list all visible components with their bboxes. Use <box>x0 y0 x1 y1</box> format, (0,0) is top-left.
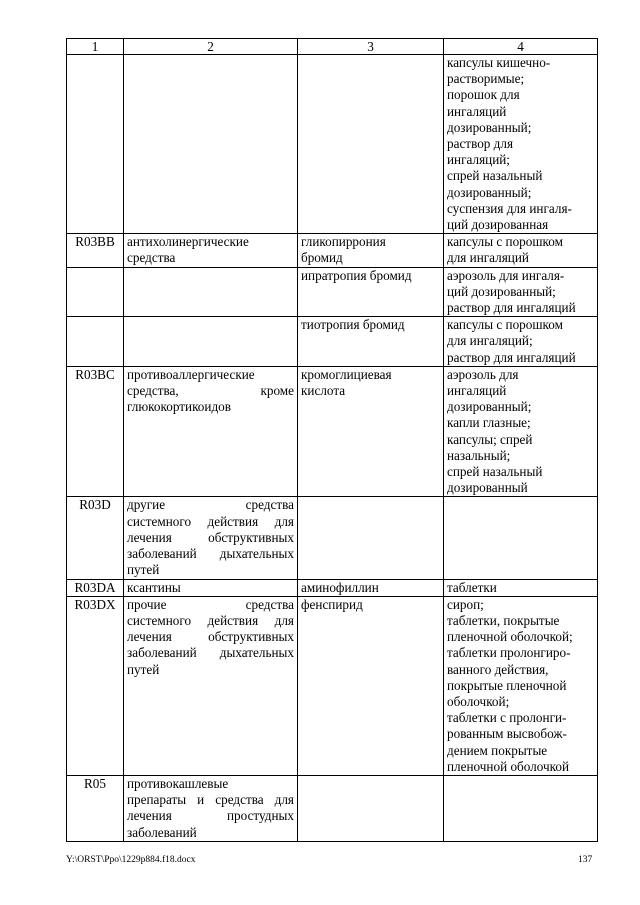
group-cell <box>124 317 298 367</box>
cell-text-line: дозированный; <box>447 399 532 415</box>
cell-text-line: капсулы с порошком <box>447 234 563 250</box>
table-row <box>67 55 598 234</box>
cell-text-line: лечения обструктивных <box>127 629 294 645</box>
code-cell <box>67 579 124 596</box>
substance-cell <box>298 497 444 579</box>
cell-text-line: спрей назальный <box>447 168 543 184</box>
cell-text-line: заболеваний <box>127 824 197 840</box>
cell-text-line: суспензия для ингаля- <box>447 200 572 216</box>
cell-text-line: лечения обструктивных <box>127 529 294 545</box>
group-cell <box>124 234 298 267</box>
dosage-forms-cell <box>444 497 598 579</box>
cell-text-line: раствор для ингаляций <box>447 300 576 316</box>
code-cell <box>67 317 124 367</box>
table-row <box>67 775 598 841</box>
table-row <box>67 596 598 775</box>
cell-text-line: прочие средства <box>127 596 294 612</box>
cell-text-line: R05 <box>84 775 106 791</box>
table-row <box>67 317 598 367</box>
cell-text-line: аэрозоль для ингаля- <box>447 267 565 283</box>
cell-text-line: раствор для <box>447 136 514 152</box>
dosage-forms-cell <box>444 775 598 841</box>
cell-text-line: R03D <box>79 497 111 513</box>
cell-text-line: противоаллергические <box>127 366 255 382</box>
cell-text-line: R03DA <box>74 579 116 595</box>
cell-text-line: аминофиллин <box>301 579 379 595</box>
group-cell <box>124 366 298 497</box>
column-header: 3 <box>298 39 444 55</box>
cell-text-line: кромоглициевая <box>301 366 392 382</box>
cell-text-line: назальный; <box>447 447 511 463</box>
group-cell <box>124 579 298 596</box>
code-cell <box>67 55 124 234</box>
cell-text-line: капсулы; спрей <box>447 431 533 447</box>
cell-text-line: ингаляций <box>447 383 507 399</box>
cell-text-line: заболеваний дыхательных <box>127 645 294 661</box>
cell-text-line: дозированный <box>447 480 528 496</box>
cell-text-line: таблетки пролонгиро- <box>447 645 571 661</box>
cell-text-line: для ингаляций <box>447 250 529 266</box>
group-cell <box>124 267 298 317</box>
cell-text-line: дозированный; <box>447 119 532 135</box>
group-cell <box>124 775 298 841</box>
cell-text-line: R03DX <box>74 596 116 612</box>
cell-text-line: ксантины <box>127 579 181 595</box>
cell-text-line: путей <box>127 661 160 677</box>
cell-text-line: дением покрытые <box>447 742 548 758</box>
substance-cell <box>298 579 444 596</box>
cell-text-line: ванного действия, <box>447 661 549 677</box>
cell-text-line: аэрозоль для <box>447 366 519 382</box>
cell-text-line: капсулы кишечно- <box>447 55 551 70</box>
cell-text-line: R03BC <box>75 366 115 382</box>
dosage-forms-cell <box>444 579 598 596</box>
dosage-forms-cell <box>444 267 598 317</box>
table-row <box>67 497 598 579</box>
table-row <box>67 267 598 317</box>
substance-cell <box>298 55 444 234</box>
cell-text-line: ций дозированная <box>447 217 549 233</box>
code-cell <box>67 267 124 317</box>
cell-text-line: другие средства <box>127 497 294 513</box>
cell-text-line: капли глазные; <box>447 415 531 431</box>
code-cell <box>67 366 124 497</box>
cell-text-line: лечения простудных <box>127 808 294 824</box>
column-header: 2 <box>124 39 298 55</box>
cell-text-line: бромид <box>301 250 343 266</box>
footer-file-path: Y:\ORST\Ppo\1229p884.f18.docx <box>66 855 196 865</box>
table-row <box>67 234 598 267</box>
substance-cell <box>298 596 444 775</box>
cell-text-line: рованным высвобож- <box>447 726 567 742</box>
substance-cell <box>298 234 444 267</box>
cell-text-line: растворимые; <box>447 71 525 87</box>
group-cell <box>124 596 298 775</box>
substance-cell <box>298 317 444 367</box>
cell-text-line: тиотропия бромид <box>301 317 405 333</box>
cell-text-line: антихолинергические <box>127 234 249 250</box>
cell-text-line: оболочкой; <box>447 693 510 709</box>
code-cell <box>67 596 124 775</box>
cell-text-line: гликопиррония <box>301 234 386 250</box>
cell-text-line: ингаляций; <box>447 152 510 168</box>
cell-text-line: заболеваний дыхательных <box>127 546 294 562</box>
column-header: 4 <box>444 39 598 55</box>
cell-text-line: пленочной оболочкой; <box>447 629 573 645</box>
cell-text-line: таблетки <box>447 579 497 595</box>
cell-text-line: кислота <box>301 383 346 399</box>
cell-text-line: системного действия для <box>127 513 294 529</box>
footer-page-number: 137 <box>578 855 593 865</box>
cell-text-line: средства <box>127 250 176 266</box>
cell-text-line: порошок для <box>447 87 520 103</box>
group-cell <box>124 497 298 579</box>
cell-text-line: путей <box>127 562 160 578</box>
cell-text-line: дозированный; <box>447 184 532 200</box>
cell-text-line: R03BB <box>75 234 115 250</box>
code-cell <box>67 775 124 841</box>
cell-text-line: пленочной оболочкой <box>447 758 570 774</box>
dosage-forms-cell <box>444 234 598 267</box>
cell-text-line: сироп; <box>447 596 484 612</box>
group-cell <box>124 55 298 234</box>
dosage-forms-cell <box>444 317 598 367</box>
cell-text-line: покрытые пленочной <box>447 677 567 693</box>
substance-cell <box>298 775 444 841</box>
table-header-row <box>67 39 598 55</box>
dosage-forms-cell <box>444 596 598 775</box>
cell-text-line: препараты и средства для <box>127 792 294 808</box>
table-row <box>67 366 598 497</box>
table-body <box>67 55 598 842</box>
substance-cell <box>298 267 444 317</box>
cell-text-line: средства, кроме <box>127 383 294 399</box>
cell-text-line: фенспирид <box>301 596 363 612</box>
cell-text-line: для ингаляций; <box>447 333 533 349</box>
cell-text-line: системного действия для <box>127 612 294 628</box>
cell-text-line: капсулы с порошком <box>447 317 563 333</box>
code-cell <box>67 497 124 579</box>
cell-text-line: таблетки, покрытые <box>447 612 560 628</box>
substance-cell <box>298 366 444 497</box>
cell-text-line: спрей назальный <box>447 464 543 480</box>
column-header: 1 <box>67 39 124 55</box>
cell-text-line: глюкокортикоидов <box>127 399 231 415</box>
dosage-forms-cell <box>444 366 598 497</box>
cell-text-line: ипратропия бромид <box>301 267 412 283</box>
code-cell <box>67 234 124 267</box>
cell-text-line: ингаляций <box>447 103 507 119</box>
cell-text-line: таблетки с пролонги- <box>447 710 567 726</box>
table-row <box>67 579 598 596</box>
cell-text-line: противокашлевые <box>127 775 229 791</box>
cell-text-line: раствор для ингаляций <box>447 349 576 365</box>
medicines-table <box>66 38 598 842</box>
dosage-forms-cell <box>444 55 598 234</box>
cell-text-line: ций дозированный; <box>447 283 556 299</box>
